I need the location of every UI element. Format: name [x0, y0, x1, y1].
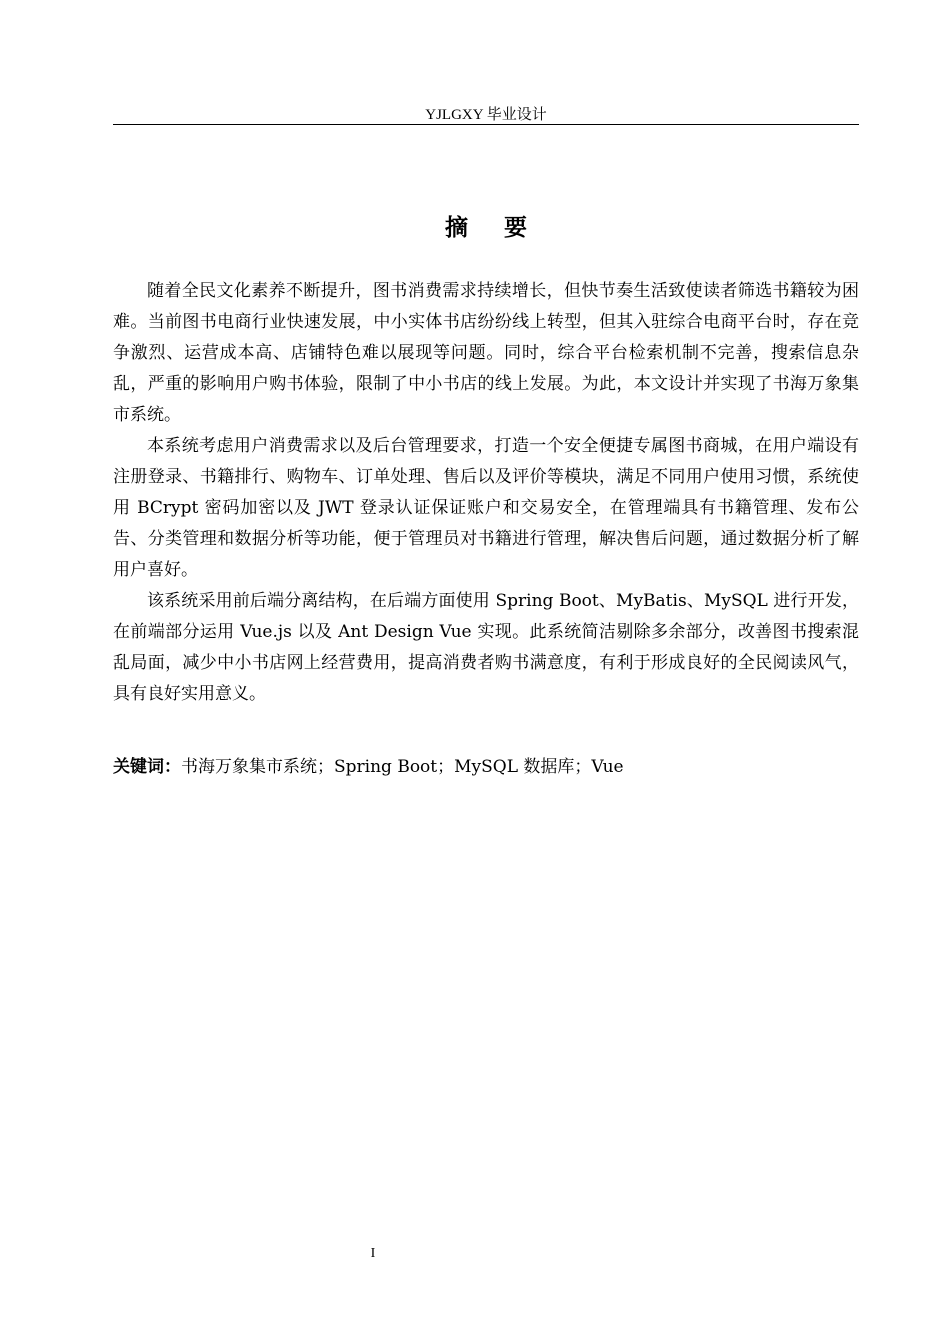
abstract-paragraph-1: 随着全民文化素养不断提升，图书消费需求持续增长，但快节奏生活致使读者筛选书籍较为困难。当前图书电商行业快速发展，中小实体书店纷纷线上转型，但其入驻综合电商平台时，存在竞争激烈、运营成本高、店铺特色难以展现等问题。同时，综合平台检索机制不完善，搜索信息杂乱，严重的影响用户购书体验，限制了中小书店的线上发展。为此，本文设计并实现了书海万象集市系统。 — [113, 281, 859, 425]
abstract-paragraph-3: 该系统采用前后端分离结构，在后端方面使用 Spring Boot、MyBatis、MySQL 进行开发，在前端部分运用 Vue.js 以及 Ant Design Vue 实现。此系统简洁剔除多余部分，改善图书搜索混乱局面，减少中小书店网上经营费用，提高消费者购书满意度，有利于形成良好的全民阅读风气，具有良好实用意义。 — [113, 591, 859, 704]
abstract-body — [113, 276, 859, 710]
abstract-paragraph-2: 本系统考虑用户消费需求以及后台管理要求，打造一个安全便捷专属图书商城，在用户端设有注册登录、书籍排行、购物车、订单处理、售后以及评价等模块，满足不同用户使用习惯，系统使用 BCrypt 密码加密以及 JWT 登录认证保证账户和交易安全，在管理端具有书籍管理、发布公告、分类管理和数据分析等功能，便于管理员对书籍进行管理，解决售后问题，通过数据分析了解用户喜好。 — [113, 436, 859, 580]
keywords-line — [113, 752, 859, 783]
page-number: I — [370, 1246, 376, 1261]
keywords-text: 书海万象集市系统；Spring Boot；MySQL 数据库；Vue — [181, 757, 624, 777]
running-header: YJLGXY 毕业设计 — [425, 107, 547, 123]
abstract-title: 摘要 — [445, 215, 563, 241]
header-rule — [113, 124, 859, 125]
keywords-label: 关键词： — [113, 757, 181, 777]
